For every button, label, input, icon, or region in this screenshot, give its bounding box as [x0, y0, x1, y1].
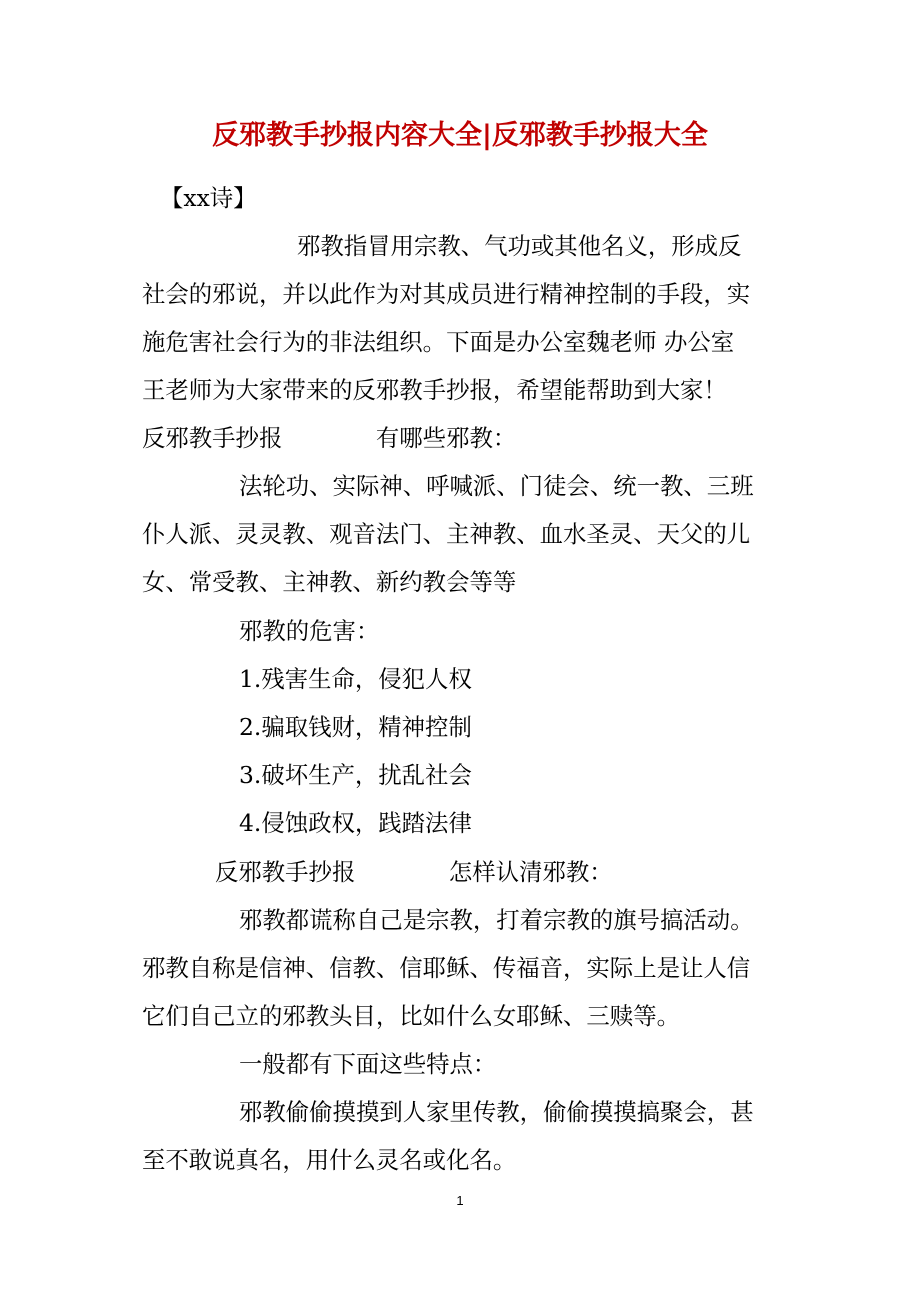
harm-item: 3.破坏生产，扰乱社会 — [239, 761, 472, 789]
intro-line: 邪教指冒用宗教、气功或其他名义，形成反 — [297, 232, 742, 260]
identify-line: 它们自己立的邪教头目，比如什么女耶稣、三赎等。 — [142, 1002, 680, 1030]
cult-list-line: 女、常受教、主神教、新约教会等等 — [142, 568, 517, 596]
harm-item: 4.侵蚀政权，践踏法律 — [239, 809, 472, 837]
intro-line: 施危害社会行为的非法组织。下面是办公室魏老师 办公室 — [142, 328, 735, 356]
section-heading-cults: 反邪教手抄报 有哪些邪教： — [142, 424, 517, 452]
identify-line: 邪教自称是信神、信教、信耶稣、传福音，实际上是让人信 — [142, 954, 751, 982]
features-heading: 一般都有下面这些特点： — [239, 1050, 497, 1078]
page-number: 1 — [456, 1193, 464, 1208]
source-tag: 【xx诗】 — [160, 184, 257, 212]
harm-item: 2.骗取钱财，精神控制 — [239, 713, 472, 741]
intro-line: 社会的邪说，并以此作为对其成员进行精神控制的手段，实 — [142, 280, 751, 308]
cult-list-line: 仆人派、灵灵教、观音法门、主神教、血水圣灵、天父的儿 — [142, 520, 751, 548]
section-heading-identify: 反邪教手抄报 怎样认清邪教： — [215, 858, 613, 886]
features-line: 邪教偷偷摸摸到人家里传教，偷偷摸摸搞聚会，甚 — [239, 1098, 754, 1126]
features-line: 至不敢说真名，用什么灵名或化名。 — [142, 1146, 517, 1174]
intro-line: 王老师为大家带来的反邪教手抄报，希望能帮助到大家！ — [142, 376, 727, 404]
document-title: 反邪教手抄报内容大全|反邪教手抄报大全 — [212, 120, 708, 151]
harms-heading: 邪教的危害： — [239, 617, 380, 645]
harm-item: 1.残害生命，侵犯人权 — [239, 665, 472, 693]
identify-line: 邪教都谎称自己是宗教，打着宗教的旗号搞活动。 — [239, 906, 754, 934]
cult-list-line: 法轮功、实际神、呼喊派、门徒会、统一教、三班 — [239, 472, 754, 500]
